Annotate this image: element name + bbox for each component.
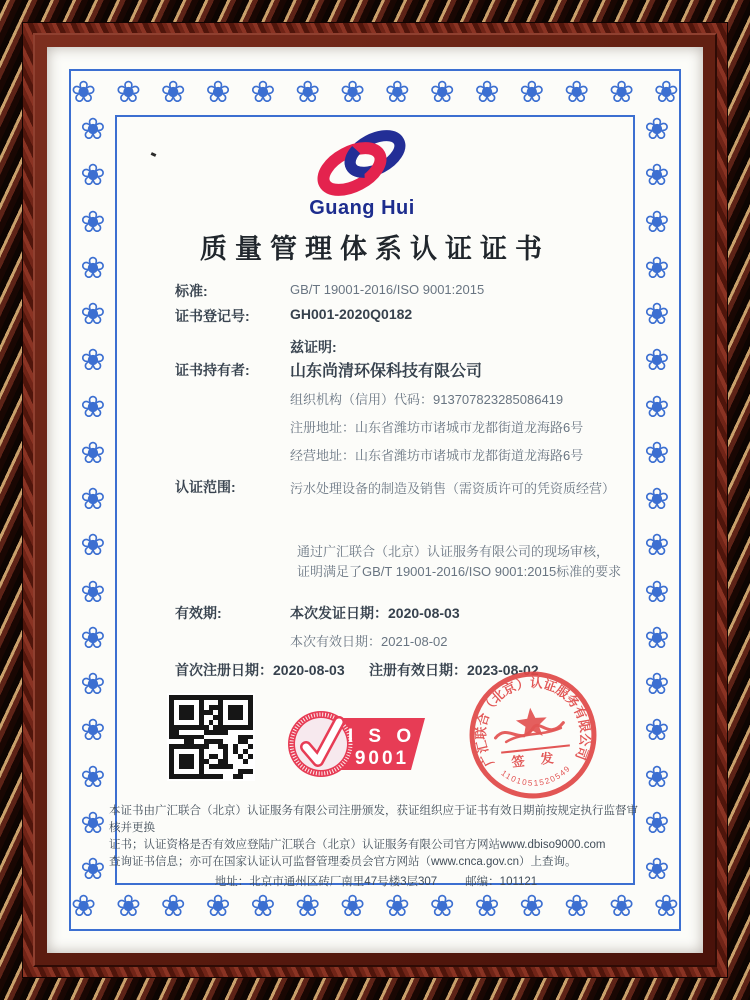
border-ornament-bottom: ❀ ❀ ❀ ❀ ❀ ❀ ❀ ❀ ❀ ❀ ❀ ❀ ❀ ❀	[71, 889, 679, 924]
footer-line2: 证书；认证资格是否有效应登陆广汇联合（北京）认证服务有限公司官方网站www.dbiso9000.com	[109, 839, 606, 851]
badge-code-text: 9001	[354, 748, 410, 769]
registration-valid-date: 注册有效日期：2023-08-02	[369, 662, 539, 678]
registered-address: 注册地址：山东省潍坊市诸城市龙都街道龙海路6号	[290, 420, 584, 435]
border-ornament-right: ❀ ❀ ❀ ❀ ❀ ❀ ❀ ❀ ❀ ❀ ❀ ❀ ❀ ❀ ❀ ❀ ❀	[644, 112, 670, 887]
issuer-address: 地址：北京市通州区砖厂南里47号楼3层307	[214, 876, 438, 888]
badge-iso-text: I S O	[347, 726, 417, 747]
scan-artifact	[151, 152, 157, 157]
issuer-stamp	[467, 669, 599, 801]
certificate-paper	[47, 47, 703, 953]
issuer-postcode: 邮编：101121	[465, 876, 538, 888]
border-ornament-top: ❀ ❀ ❀ ❀ ❀ ❀ ❀ ❀ ❀ ❀ ❀ ❀ ❀ ❀	[71, 75, 679, 110]
scope-value: 污水处理设备的制造及销售（需资质许可的凭资质经营）	[290, 481, 616, 496]
scope-label: 认证范围:	[175, 479, 236, 495]
border-ornament-left: ❀ ❀ ❀ ❀ ❀ ❀ ❀ ❀ ❀ ❀ ❀ ❀ ❀ ❀ ❀ ❀ ❀	[80, 112, 106, 887]
logo-wordmark: Guang Hui	[309, 197, 415, 219]
standard-label: 标准:	[175, 283, 208, 299]
standard-value: GB/T 19001-2016/ISO 9001:2015	[290, 282, 485, 297]
stamp-number-text: 1101051520549	[499, 763, 573, 788]
audit-statement-line2: 证明满足了GB/T 19001-2016/ISO 9001:2015标准的要求	[297, 564, 622, 579]
footer-line1: 本证书由广汇联合（北京）认证服务有限公司注册颁发，获证组织应于证书有效日期前按规定执行监督审核并更换	[109, 805, 638, 834]
hereby-certify: 兹证明:	[290, 339, 337, 355]
footer-line3: 查询证书信息；亦可在国家认证认可监督管理委员会官方网站（www.cnca.gov.cn）上查询。	[109, 856, 577, 868]
certificate-title: 质量管理体系认证证书	[200, 234, 550, 264]
guanghui-logo-icon	[302, 127, 422, 199]
holder-label: 证书持有者:	[175, 362, 250, 378]
business-address: 经营地址：山东省潍坊市诸城市龙都街道龙海路6号	[290, 448, 584, 463]
issue-date: 本次发证日期：2020-08-03	[290, 605, 460, 621]
holder-name: 山东尚清环保科技有限公司	[290, 363, 483, 380]
footer-note	[109, 803, 643, 891]
validity-label: 有效期:	[175, 605, 222, 621]
cert-no-label: 证书登记号:	[175, 308, 250, 324]
stamp-company-text: 广汇联合（北京）认证服务有限公司	[474, 675, 593, 769]
cert-no-value: GH001-2020Q0182	[290, 306, 413, 322]
audit-statement-line1: 通过广汇联合（北京）认证服务有限公司的现场审核，	[297, 544, 610, 559]
first-registration-date: 首次注册日期：2020-08-03	[175, 662, 345, 678]
valid-until-date: 本次有效日期：2021-08-02	[290, 634, 448, 649]
certificate-content	[47, 47, 703, 953]
stamp-issue-label: 签 发	[510, 749, 561, 770]
qr-code	[167, 693, 255, 781]
iso-9001-badge-icon	[285, 707, 427, 781]
org-code: 组织机构（信用）代码：913707823285086419	[290, 392, 564, 407]
